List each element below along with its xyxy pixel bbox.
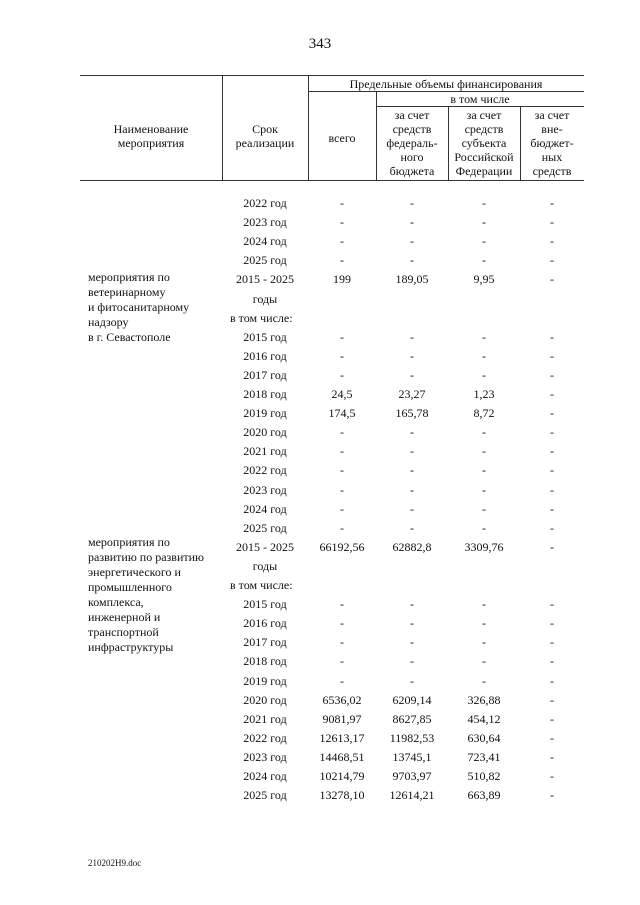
federal-cell: 6209,14 [392, 692, 432, 707]
subject-cell: - [482, 654, 486, 669]
subject-cell: - [482, 597, 486, 612]
total-cell: - [340, 520, 344, 535]
total-cell: 13278,10 [319, 788, 365, 803]
federal-cell: - [410, 329, 414, 344]
total-cell: 12613,17 [319, 730, 365, 745]
total-cell: - [340, 482, 344, 497]
total-cell: - [340, 463, 344, 478]
extra-budget-cell: - [550, 196, 554, 210]
total-cell: 9081,97 [322, 711, 362, 726]
subject-cell: 9,95 [473, 272, 495, 287]
federal-cell: 9703,97 [392, 769, 432, 783]
table-row [0, 538, 640, 556]
term-cell: 2024 год [243, 501, 287, 516]
total-cell: 6536,02 [322, 692, 362, 707]
term-cell: 2016 год [243, 616, 287, 631]
table-row [0, 404, 640, 422]
federal-cell: - [410, 444, 414, 459]
federal-cell: - [410, 501, 414, 516]
table-row [0, 309, 640, 327]
table-row [0, 595, 640, 613]
term-cell: 2020 год [243, 425, 287, 440]
extra-budget-cell: - [550, 539, 554, 554]
total-cell: - [340, 501, 344, 516]
term-cell: 2023 год [243, 215, 287, 230]
total-cell: 199 [333, 272, 351, 287]
activity-name-veterinary: мероприятия по ветеринарному и фитосанитарному надзору в г. Севастополе [88, 270, 190, 344]
subject-cell: 326,88 [467, 692, 501, 707]
table-row [0, 576, 640, 594]
federal-cell: - [410, 673, 414, 688]
federal-cell: 165,78 [395, 406, 429, 421]
header-including: в том числе [450, 92, 510, 106]
table-row [0, 633, 640, 651]
term-cell: 2019 год [243, 673, 287, 688]
table-row [0, 614, 640, 632]
total-cell: - [340, 425, 344, 440]
total-cell: 10214,79 [319, 769, 365, 783]
federal-cell: - [410, 234, 414, 249]
table-row [0, 328, 640, 346]
table-row [0, 251, 640, 269]
federal-cell: - [410, 616, 414, 631]
term-cell: 2018 год [243, 654, 287, 669]
subject-cell: 1,23 [473, 387, 495, 401]
subject-cell: 454,12 [467, 711, 501, 726]
federal-cell: - [410, 196, 414, 210]
header-name: Наименование мероприятия [113, 122, 189, 150]
subject-cell: - [482, 463, 486, 478]
subject-cell: 723,41 [467, 749, 501, 764]
term-cell: 2022 год [243, 463, 287, 478]
total-cell: - [340, 348, 344, 363]
table-row [0, 652, 640, 670]
subject-cell: 630,64 [467, 730, 501, 745]
subheading-including: в том числе: [230, 578, 293, 592]
extra-budget-cell: - [550, 730, 554, 745]
total-cell: 24,5 [331, 387, 353, 401]
header-including-rule [376, 106, 584, 107]
table-row [0, 500, 640, 518]
term-cell: 2018 год [243, 387, 287, 401]
term-cell: 2025 год [243, 788, 287, 803]
extra-budget-cell: - [550, 253, 554, 268]
extra-budget-cell: - [550, 387, 554, 401]
federal-cell: - [410, 520, 414, 535]
federal-cell: - [410, 253, 414, 268]
term-cell: 2017 год [243, 635, 287, 650]
table-row [0, 366, 640, 384]
federal-cell: 189,05 [395, 272, 429, 287]
term-cell: 2022 год [243, 730, 287, 745]
extra-budget-cell: - [550, 482, 554, 497]
subject-cell: - [482, 367, 486, 382]
subject-cell: 663,89 [467, 788, 501, 803]
extra-budget-cell: - [550, 749, 554, 764]
term-cell: 2019 год [243, 406, 287, 421]
table-row [0, 729, 640, 747]
table-row [0, 786, 640, 804]
extra-budget-cell: - [550, 272, 554, 287]
total-cell: - [340, 673, 344, 688]
extra-budget-cell: - [550, 367, 554, 382]
total-cell: - [340, 215, 344, 230]
extra-budget-cell: - [550, 692, 554, 707]
term-cell: 2024 год [243, 234, 287, 249]
header-total: всего [328, 131, 356, 145]
term-cell: 2017 год [243, 367, 287, 382]
extra-budget-cell: - [550, 654, 554, 669]
subject-cell: - [482, 196, 486, 210]
federal-cell: 62882,8 [392, 539, 432, 554]
term-cell: 2021 год [243, 444, 287, 459]
subject-cell: 8,72 [473, 406, 495, 421]
total-cell: - [340, 329, 344, 344]
total-cell: - [340, 635, 344, 650]
subject-cell: - [482, 520, 486, 535]
term-cell: годы [252, 558, 278, 573]
table-row [0, 767, 640, 785]
subject-cell: 510,82 [467, 769, 501, 783]
federal-cell: 12614,21 [389, 788, 435, 803]
subject-cell: - [482, 673, 486, 688]
extra-budget-cell: - [550, 616, 554, 631]
term-cell: 2015 - 2025 [236, 539, 294, 554]
total-cell: - [340, 597, 344, 612]
footer-filename: 210202Н9.doc [88, 858, 142, 868]
term-cell: 2020 год [243, 692, 287, 707]
total-cell: 66192,56 [319, 539, 365, 554]
total-cell: 174,5 [328, 406, 356, 421]
federal-cell: - [410, 348, 414, 363]
extra-budget-cell: - [550, 444, 554, 459]
table-row [0, 385, 640, 403]
extra-budget-cell: - [550, 425, 554, 440]
header-top-rule [80, 75, 584, 76]
federal-cell: - [410, 425, 414, 440]
header-federal: за счет средств федераль- ного бюджета [386, 108, 438, 178]
subject-cell: - [482, 253, 486, 268]
total-cell: - [340, 253, 344, 268]
federal-cell: 8627,85 [392, 711, 432, 726]
table-row [0, 557, 640, 575]
table-row [0, 691, 640, 709]
federal-cell: 11982,53 [389, 730, 435, 745]
table-row [0, 194, 640, 212]
header-extra: за счет вне- бюджет- ных средств [530, 108, 574, 178]
term-cell: 2015 год [243, 329, 287, 344]
header-term: Срок реализации [235, 122, 295, 150]
table-row [0, 748, 640, 766]
subject-cell: - [482, 348, 486, 363]
subject-cell: - [482, 635, 486, 650]
federal-cell: - [410, 482, 414, 497]
subject-cell: - [482, 425, 486, 440]
activity-name-energy: мероприятия по развитию по развитию энергетического и промышленного комплекса, инженерной и транспортной инфраструктуры [88, 535, 204, 654]
total-cell: - [340, 654, 344, 669]
term-cell: 2015 год [243, 597, 287, 612]
table-row [0, 481, 640, 499]
table-row [0, 290, 640, 308]
page-number: 343 [308, 36, 332, 52]
subject-cell: - [482, 329, 486, 344]
term-cell: 2021 год [243, 711, 287, 726]
extra-budget-cell: - [550, 673, 554, 688]
federal-cell: - [410, 463, 414, 478]
term-cell: 2015 - 2025 [236, 272, 294, 287]
federal-cell: 23,27 [398, 387, 426, 401]
subject-cell: 3309,76 [464, 539, 504, 554]
extra-budget-cell: - [550, 463, 554, 478]
federal-cell: - [410, 215, 414, 230]
subject-cell: - [482, 444, 486, 459]
extra-budget-cell: - [550, 520, 554, 535]
subject-cell: - [482, 501, 486, 516]
subject-cell: - [482, 234, 486, 249]
header-limits: Предельные объемы финансирования [349, 77, 543, 91]
total-cell: 14468,51 [319, 749, 365, 764]
subject-cell: - [482, 215, 486, 230]
total-cell: - [340, 367, 344, 382]
term-cell: годы [252, 291, 278, 306]
federal-cell: - [410, 635, 414, 650]
table-row [0, 442, 640, 460]
term-cell: 2022 год [243, 196, 287, 210]
term-cell: 2025 год [243, 253, 287, 268]
federal-cell: - [410, 367, 414, 382]
header-bottom-rule [80, 180, 584, 181]
extra-budget-cell: - [550, 769, 554, 783]
extra-budget-cell: - [550, 406, 554, 421]
extra-budget-cell: - [550, 597, 554, 612]
federal-cell: 13745,1 [392, 749, 432, 764]
term-cell: 2025 год [243, 520, 287, 535]
extra-budget-cell: - [550, 711, 554, 726]
term-cell: 2023 год [243, 482, 287, 497]
extra-budget-cell: - [550, 215, 554, 230]
table-row [0, 423, 640, 441]
table-row [0, 461, 640, 479]
extra-budget-cell: - [550, 788, 554, 803]
term-cell: 2024 год [243, 769, 287, 783]
table-row [0, 347, 640, 365]
total-cell: - [340, 196, 344, 210]
header-subject: за счет средств субъекта Российской Федерации [454, 108, 514, 178]
total-cell: - [340, 234, 344, 249]
term-cell: 2023 год [243, 749, 287, 764]
total-cell: - [340, 444, 344, 459]
table-row [0, 232, 640, 250]
table-row [0, 672, 640, 690]
table-row [0, 213, 640, 231]
table-row [0, 710, 640, 728]
extra-budget-cell: - [550, 501, 554, 516]
extra-budget-cell: - [550, 234, 554, 249]
table-row [0, 519, 640, 537]
extra-budget-cell: - [550, 329, 554, 344]
extra-budget-cell: - [550, 348, 554, 363]
total-cell: - [340, 616, 344, 631]
subject-cell: - [482, 616, 486, 631]
table-row [0, 270, 640, 288]
subheading-including: в том числе: [230, 310, 293, 325]
federal-cell: - [410, 654, 414, 669]
term-cell: 2016 год [243, 348, 287, 363]
extra-budget-cell: - [550, 635, 554, 650]
subject-cell: - [482, 482, 486, 497]
federal-cell: - [410, 597, 414, 612]
